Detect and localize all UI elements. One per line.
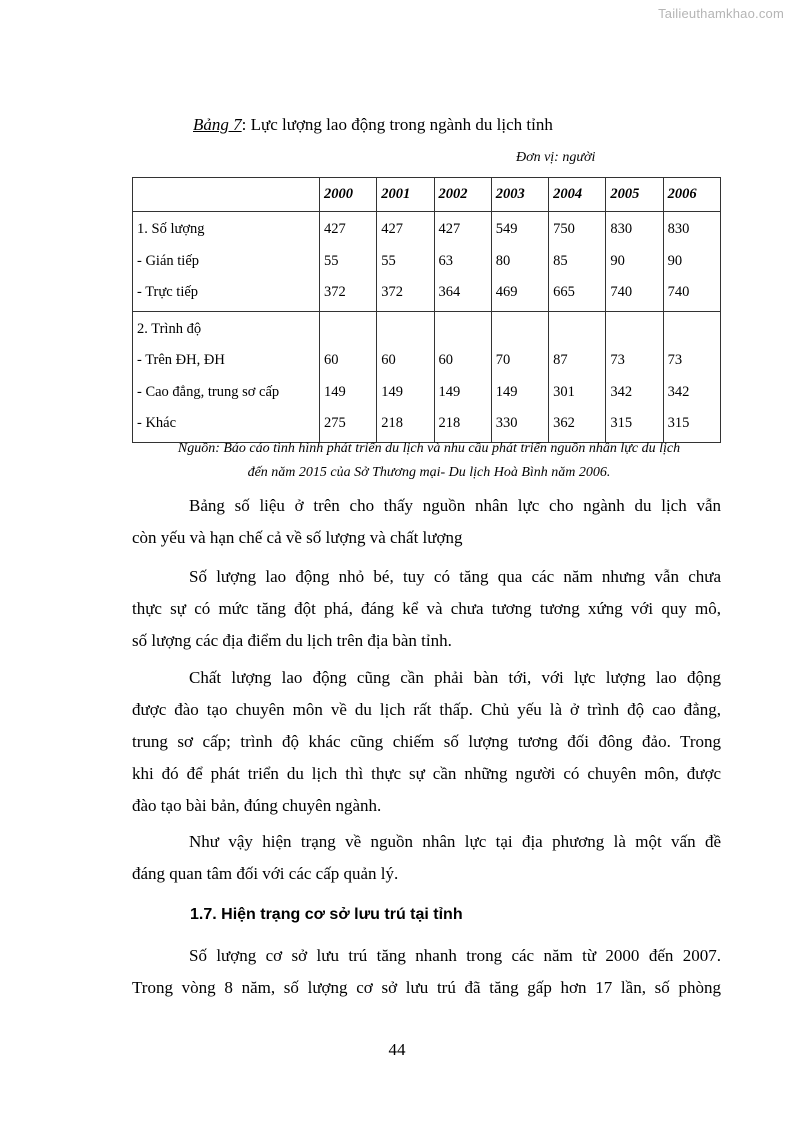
row-label: - Trên ĐH, ĐH	[137, 352, 225, 368]
table-cell: 315	[610, 415, 633, 431]
year-column	[491, 311, 548, 442]
paragraph-line: đào tạo bài bản, đúng chuyên ngành.	[132, 796, 382, 815]
row-labels	[133, 311, 320, 442]
table-cell: 830	[667, 221, 690, 237]
paragraph-line: thực sự có mức tăng đột phá, đáng kể và chưa tương tương xứng với quy mô,	[132, 599, 721, 618]
paragraph-line: trung sơ cấp; trình độ khác cũng chiếm số lượng tương đối đông đảo. Trong	[132, 732, 721, 751]
table-cell: 364	[438, 284, 461, 300]
paragraph-line: đáng quan tâm đối với các cấp quản lý.	[132, 864, 399, 883]
table-cell: 80	[495, 252, 511, 269]
table-cell: 469	[495, 284, 518, 300]
year-header: 2000	[319, 178, 376, 212]
year-column	[549, 212, 606, 312]
paragraph-accommodation	[132, 940, 721, 1004]
table-header-row	[133, 178, 721, 212]
paragraph-line: Như vậy hiện trạng về nguồn nhân lực tại địa phương là một vấn đề	[189, 832, 721, 851]
table-cell: 342	[667, 383, 690, 400]
paragraph-line: khi đó để phát triển du lịch thì thực sự cần những người có chuyên môn, được	[132, 764, 721, 783]
table-cell: 427	[381, 221, 403, 237]
table-cell: 70	[495, 352, 511, 368]
paragraph-line: Chất lượng lao động cũng cần phải bàn tới, với lực lượng lao động	[189, 668, 721, 687]
year-column	[319, 311, 376, 442]
table-cell: 427	[323, 221, 346, 237]
table-caption-text: : Lực lượng lao động trong ngành du lịch tỉnh	[241, 115, 553, 134]
table-cell: 55	[381, 252, 396, 269]
table-cell: 665	[553, 284, 575, 300]
source-line: đến năm 2015 của Sở Thương mại- Du lịch Hoà Bình năm 2006.	[247, 465, 611, 480]
table-cell: 73	[610, 352, 625, 368]
row-labels	[133, 212, 320, 312]
year-header: 2004	[549, 178, 606, 212]
year-column	[491, 212, 548, 312]
paragraph-line: Số lượng lao động nhỏ bé, tuy có tăng qua các năm nhưng vẫn chưa	[189, 567, 721, 586]
table-cell	[496, 314, 544, 346]
table-cell: 85	[553, 252, 568, 269]
year-column	[434, 311, 491, 442]
table-cell: 63	[438, 252, 454, 269]
paragraph-line: số lượng các địa điểm du lịch trên địa bàn tỉnh.	[132, 631, 452, 650]
table-cell: 342	[610, 383, 633, 400]
table-cell: 60	[438, 352, 454, 368]
table-cell: 301	[553, 383, 575, 400]
table-cell: 149	[323, 383, 346, 400]
year-column	[434, 212, 491, 312]
year-header: 2005	[606, 178, 663, 212]
table-cell: 330	[495, 415, 518, 431]
table-header-empty	[133, 178, 320, 212]
table-caption-label: Bảng 7	[193, 115, 242, 134]
table-cell: 830	[610, 221, 633, 237]
table-cell: 87	[553, 352, 568, 368]
paragraph-line: được đào tạo chuyên môn về du lịch rất thấp. Chủ yếu là ở trình độ cao đẳng,	[132, 700, 721, 719]
table-cell: 90	[667, 252, 683, 269]
row-label: 1. Số lượng	[137, 221, 205, 237]
paragraph-line: Số lượng cơ sở lưu trú tăng nhanh trong các năm từ 2000 đến 2007.	[189, 946, 721, 965]
paragraph-table-summary	[132, 490, 721, 554]
year-column	[663, 311, 720, 442]
table-cell: 60	[323, 352, 339, 368]
year-header: 2006	[663, 178, 720, 212]
table-cell	[439, 314, 487, 346]
row-label: - Trực tiếp	[137, 284, 199, 300]
table-source-note	[132, 437, 726, 485]
paragraph-line: còn yếu và hạn chế cả về số lượng và chất lượng	[132, 528, 463, 547]
row-label: - Khác	[137, 415, 177, 431]
labor-table	[132, 177, 721, 443]
year-header: 2002	[434, 178, 491, 212]
source-line: Nguồn: Báo cáo tình hình phát triển du lịch và nhu cầu phát triển nguồn nhân lực du lịch	[177, 441, 681, 456]
table-cell	[553, 314, 601, 346]
table-group-qualification	[133, 311, 721, 442]
year-column	[606, 212, 663, 312]
table-cell: 362	[553, 415, 575, 431]
table-cell: 275	[323, 415, 346, 431]
table-cell: 740	[667, 284, 690, 300]
table-cell: 60	[381, 352, 396, 368]
table-cell: 372	[323, 284, 346, 300]
table-cell: 315	[667, 415, 690, 431]
year-column	[549, 311, 606, 442]
row-label: - Gián tiếp	[137, 252, 200, 269]
table-cell	[668, 314, 716, 346]
table-caption	[193, 114, 553, 136]
paragraph-conclusion	[132, 826, 721, 890]
year-column	[377, 212, 434, 312]
row-label: - Cao đẳng, trung sơ cấp	[137, 383, 280, 400]
table-cell: 55	[323, 252, 339, 269]
watermark: Tailieuthamkhao.com	[658, 6, 784, 21]
paragraph-labor-quality	[132, 662, 721, 822]
table-cell: 73	[667, 352, 683, 368]
table-cell	[610, 314, 658, 346]
row-label: 2. Trình độ	[137, 320, 202, 337]
table-cell	[324, 314, 372, 346]
table-unit: Đơn vị: người	[516, 150, 596, 165]
table-cell: 90	[610, 252, 625, 269]
table-cell: 149	[495, 383, 518, 400]
table-cell	[381, 314, 429, 346]
table-group-quantity	[133, 212, 721, 312]
year-column	[663, 212, 720, 312]
year-column	[606, 311, 663, 442]
table-cell: 549	[495, 221, 518, 237]
paragraph-labor-quantity	[132, 561, 721, 657]
page-number: 44	[388, 1040, 406, 1059]
table-cell: 149	[438, 383, 461, 400]
table-cell: 372	[381, 284, 403, 300]
table-cell: 149	[381, 383, 403, 400]
table-cell: 218	[381, 415, 403, 431]
year-header: 2001	[377, 178, 434, 212]
table-cell: 740	[610, 284, 633, 300]
year-header: 2003	[491, 178, 548, 212]
paragraph-line: Trong vòng 8 năm, số lượng cơ sở lưu trú đã tăng gấp hơn 17 lần, số phòng	[132, 978, 721, 997]
year-column	[319, 212, 376, 312]
table-cell: 750	[553, 221, 575, 237]
table-cell: 218	[438, 415, 461, 431]
table-cell: 427	[438, 221, 461, 237]
year-column	[377, 311, 434, 442]
paragraph-line: Bảng số liệu ở trên cho thấy nguồn nhân lực cho ngành du lịch vẫn	[189, 496, 721, 515]
section-heading: 1.7. Hiện trạng cơ sở lưu trú tại tỉnh	[190, 906, 463, 923]
